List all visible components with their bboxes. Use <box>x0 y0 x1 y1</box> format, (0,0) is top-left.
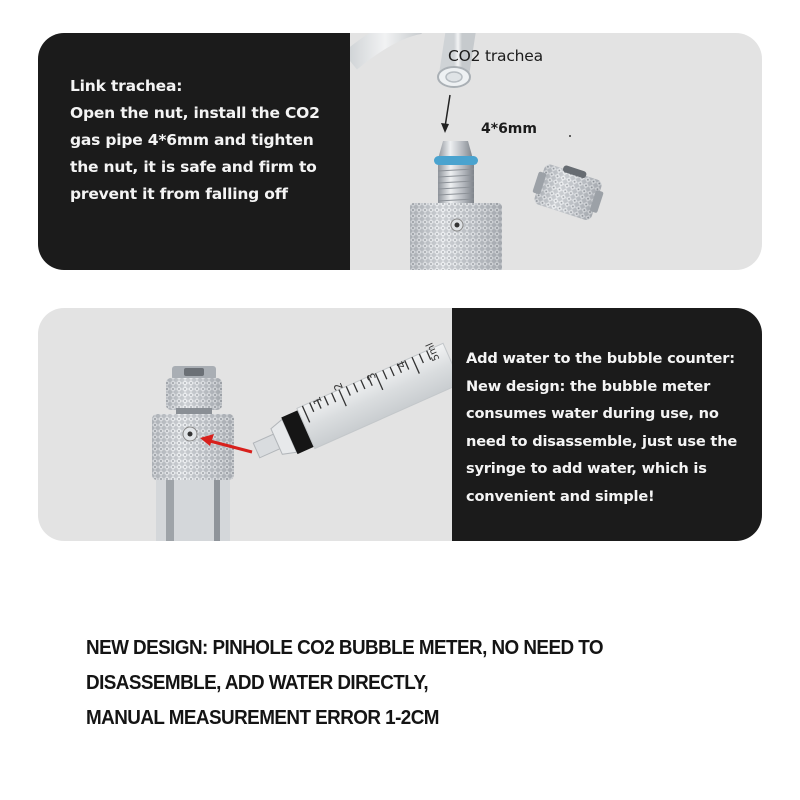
caption-line: the nut, it is safe and firm to <box>70 158 317 176</box>
panel-add-water <box>38 308 762 541</box>
loose-nut <box>529 158 608 223</box>
headline-line: DISASSEMBLE, ADD WATER DIRECTLY, <box>86 671 429 694</box>
caption-line: convenient and simple! <box>466 487 655 505</box>
add-water-caption <box>466 345 762 510</box>
co2-trachea-label: CO2 trachea <box>448 47 543 65</box>
panel-text-area <box>38 33 350 270</box>
scale-tick-label: 4 <box>394 358 409 371</box>
o-ring <box>434 156 478 165</box>
fitting-illustration <box>350 33 762 270</box>
link-trachea-caption <box>70 73 345 208</box>
feature-headline <box>86 630 766 735</box>
caption-line: need to disassemble, just use the <box>466 432 738 450</box>
caption-title: Link trachea: <box>70 77 183 95</box>
caption-title: Add water to the bubble counter: <box>466 350 735 367</box>
caption-line: consumes water during use, no <box>466 405 719 422</box>
scale-tick-label: 1 <box>310 394 325 407</box>
tube-arc <box>350 33 420 61</box>
caption-line: New design: the bubble meter <box>466 377 711 395</box>
panel-link-trachea <box>38 33 762 270</box>
caption-line: gas pipe 4*6mm and tighten <box>70 131 314 149</box>
caption-line: prevent it from falling off <box>70 185 288 203</box>
headline-line: NEW DESIGN: PINHOLE CO2 BUBBLE METER, NO NEED TO <box>86 636 603 659</box>
caption-line: syringe to add water, which is <box>466 460 707 477</box>
caption-line: Open the nut, install the CO2 <box>70 104 320 122</box>
panel-text-area <box>452 308 762 541</box>
headline-line: MANUAL MEASUREMENT ERROR 1-2CM <box>86 706 439 729</box>
product-photo-syringe <box>38 308 452 541</box>
arrow-down-icon <box>441 123 449 133</box>
product-photo-fitting <box>350 33 762 270</box>
tube-size-label: 4*6mm <box>481 121 537 137</box>
scale-tick-label: 2 <box>331 380 346 393</box>
scale-tick-label: 5ml <box>424 340 443 363</box>
scale-tick-label: 3 <box>364 370 379 383</box>
syringe-scale <box>38 308 452 541</box>
